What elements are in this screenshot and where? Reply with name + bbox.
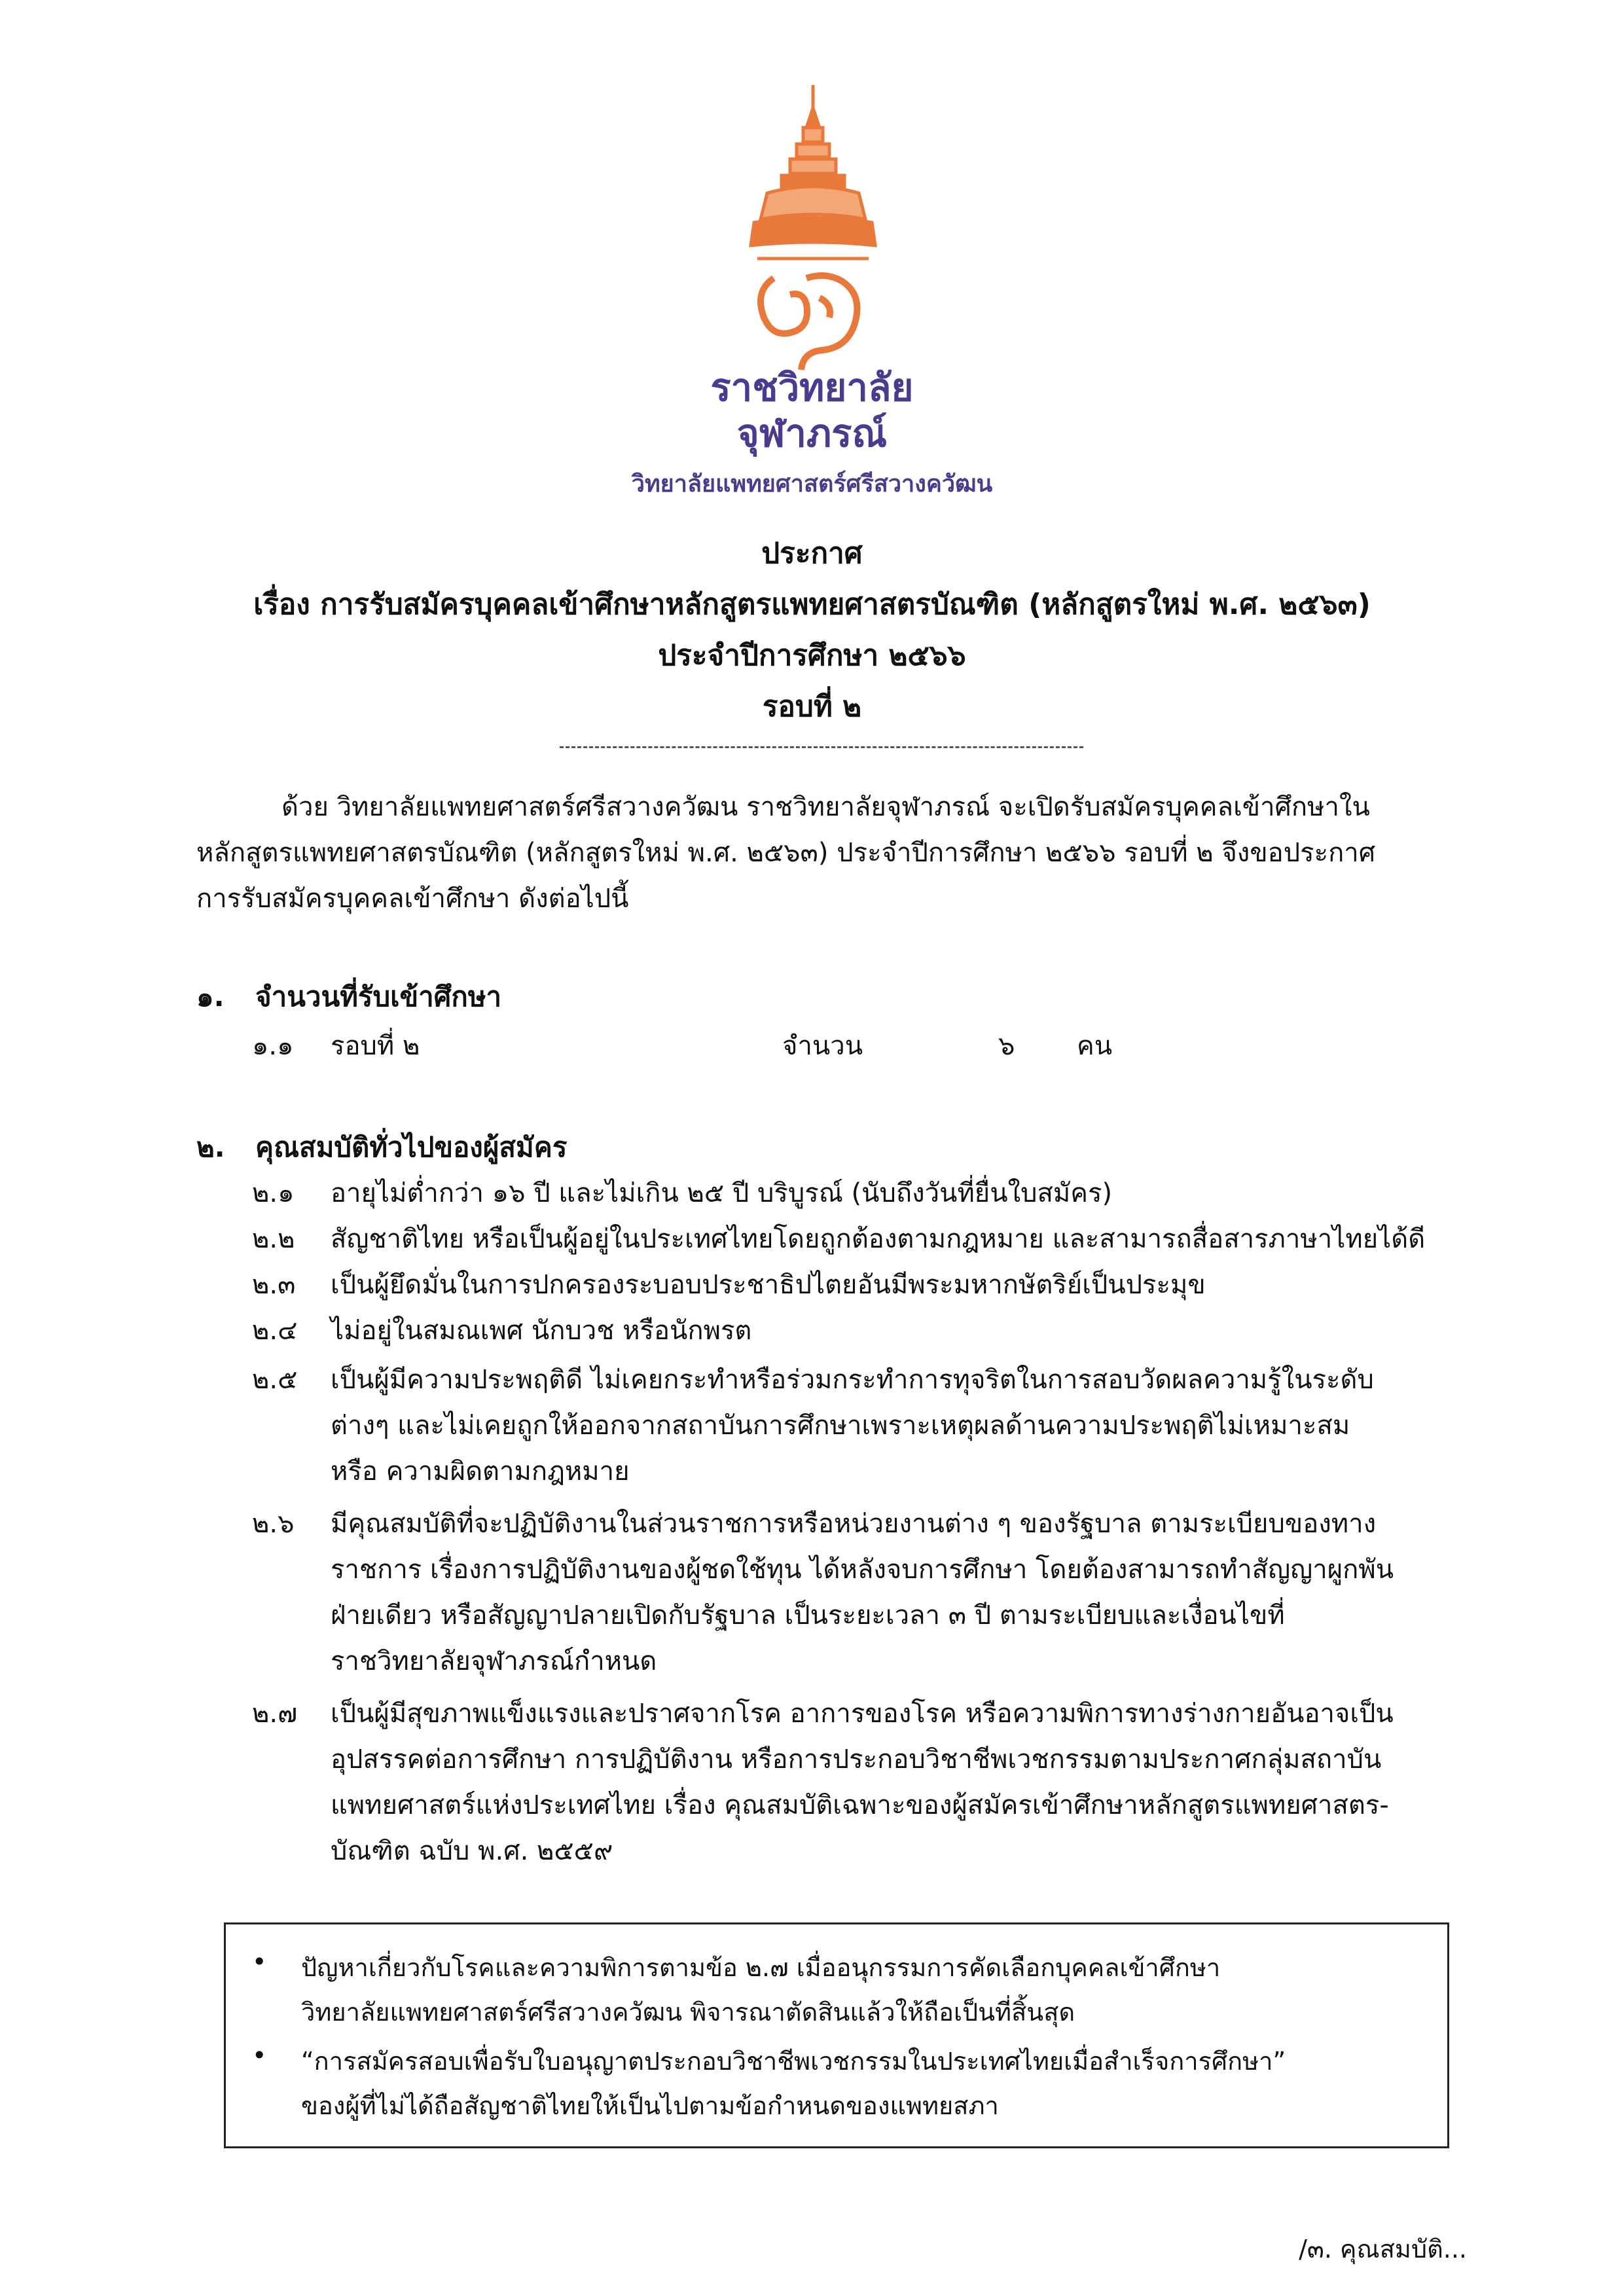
bullet-icon: • [252,2041,267,2070]
item-text: ไม่อยู่ในสมณเพศ นักบวช หรือนักพรต [331,1316,752,1346]
item-text: เป็นผู้มีความประพฤติดี ไม่เคยกระทำหรือร่วมกระทำการทุจริตในการสอบวัดผลความรู้ในระดับ [331,1365,1374,1395]
page-continuation: /๓. คุณสมบัติ... [1299,2235,1467,2264]
item-number: ๒.๑ [252,1178,295,1208]
section-2-title: คุณสมบัติทั่วไปของผู้สมัคร [255,1131,568,1163]
quota-row [252,1024,1168,1064]
note-text-continued: ของผู้ที่ไม่ได้ถือสัญชาติไทยให้เป็นไปตามข้อกำหนดของแพทยสภา [301,2091,999,2120]
intro-line-3: การรับสมัครบุคคลเข้าศึกษา ดังต่อไปนี้ [196,884,629,914]
section-1-heading [196,975,501,1019]
item-text-continued: ราชการ เรื่องการปฏิบัติงานของผู้ชดใช้ทุน ได้หลังจบการศึกษา โดยต้องสามารถทำสัญญาผูกพัน [331,1555,1394,1585]
section-1-title: จำนวนที่รับเข้าศึกษา [255,981,502,1013]
quota-amount: ๖ [998,1031,1015,1061]
bullet-icon: • [252,1947,267,1976]
note-text: “การสมัครสอบเพื่อรับใบอนุญาตประกอบวิชาชีพเวชกรรมในประเทศไทยเมื่อสำเร็จการศึกษา” [301,2047,1286,2076]
note-text-continued: วิทยาลัยแพทยศาสตร์ศรีสวางควัฒน พิจารณาตัดสินแล้วให้ถือเป็นที่สิ้นสุด [301,1998,1075,2027]
intro-line-2: หลักสูตรแพทยศาสตรบัณฑิต (หลักสูตรใหม่ พ.ศ. ๒๕๖๓) ประจำปีการศึกษา ๒๕๖๖ รอบที่ ๒ จึงขอประกาศ [196,838,1376,868]
item-text-continued: หรือ ความผิดตามกฎหมาย [331,1456,630,1487]
institution-name-line1: ราชวิทยาลัย [710,365,914,410]
announcement-title: ประกาศ [761,537,863,570]
announcement-subject: เรื่อง การรับสมัครบุคคลเข้าศึกษาหลักสูตรแพทยศาสตรบัณฑิต (หลักสูตรใหม่ พ.ศ. ๒๕๖๓) [253,588,1371,621]
item-text-continued: ต่างๆ และไม่เคยถูกให้ออกจากสถาบันการศึกษาเพราะเหตุผลด้านความประพฤติไม่เหมาะสม [331,1411,1350,1441]
item-text: สัญชาติไทย หรือเป็นผู้อยู่ในประเทศไทยโดยถูกต้องตามกฎหมาย และสามารถสื่อสารภาษาไทยได้ดี [331,1224,1426,1254]
item-number: ๒.๖ [252,1509,295,1539]
quota-amount-label: จำนวน [782,1031,863,1061]
item-text-continued: อุปสรรคต่อการศึกษา การปฏิบัติงาน หรือการประกอบวิชาชีพเวชกรรมตามประกาศกลุ่มสถาบัน [331,1744,1382,1775]
note-text: ปัญหาเกี่ยวกับโรคและความพิการตามข้อ ๒.๗ เมื่ออนุกรรมการคัดเลือกบุคคลเข้าศึกษา [301,1953,1221,1982]
intro-line-1: ด้วย วิทยาลัยแพทยศาสตร์ศรีสวางควัฒน ราชวิทยาลัยจุฬาภรณ์ จะเปิดรับสมัครบุคคลเข้าศึกษาใน [281,792,1370,822]
dashed-divider [560,746,1083,748]
item-number: ๒.๔ [252,1316,298,1346]
item-text-continued: แพทยศาสตร์แห่งประเทศไทย เรื่อง คุณสมบัติเฉพาะของผู้สมัครเข้าศึกษาหลักสูตรแพทยศาสตร- [331,1790,1389,1820]
faculty-name: วิทยาลัยแพทยศาสตร์ศรีสวางควัฒน [631,471,993,497]
item-text: เป็นผู้ยึดมั่นในการปกครองระบอบประชาธิปไตยอันมีพระมหากษัตริย์เป็นประมุข [331,1270,1206,1300]
item-text-continued: บัณฑิต ฉบับ พ.ศ. ๒๕๕๙ [331,1836,613,1866]
item-text-continued: ราชวิทยาลัยจุฬาภรณ์กำหนด [331,1646,657,1676]
academic-year: ประจำปีการศึกษา ๒๕๖๖ [658,639,966,672]
item-number: ๒.๓ [252,1270,296,1300]
item-text: เป็นผู้มีสุขภาพแข็งแรงและปราศจากโรค อาการของโรค หรือความพิการทางร่างกายอันอาจเป็น [331,1699,1394,1729]
quota-round-label: รอบที่ ๒ [331,1031,420,1061]
quota-row-number: ๑.๑ [252,1031,294,1061]
institution-name-line2: จุฬาภรณ์ [736,411,888,456]
item-number: ๒.๕ [252,1365,298,1395]
quota-unit: คน [1077,1031,1113,1061]
item-number: ๒.๗ [252,1699,298,1729]
item-text-continued: ฝ่ายเดียว หรือสัญญาปลายเปิดกับรัฐบาล เป็นระยะเวลา ๓ ปี ตามระเบียบและเงื่อนไขที่ [331,1600,1285,1631]
section-2-heading [196,1126,567,1169]
round-label: รอบที่ ๒ [762,690,862,723]
item-number: ๒.๒ [252,1224,295,1254]
item-text: มีคุณสมบัติที่จะปฏิบัติงานในส่วนราชการหรือหน่วยงานต่าง ๆ ของรัฐบาล ตามระเบียบของทาง [331,1509,1377,1539]
royal-crown-emblem-icon [728,82,898,389]
section-2-number: ๒. [196,1131,225,1163]
section-1-number: ๑. [196,981,225,1013]
item-text: อายุไม่ต่ำกว่า ๑๖ ปี และไม่เกิน ๒๕ ปี บริบูรณ์ (นับถึงวันที่ยื่นใบสมัคร) [331,1178,1113,1208]
